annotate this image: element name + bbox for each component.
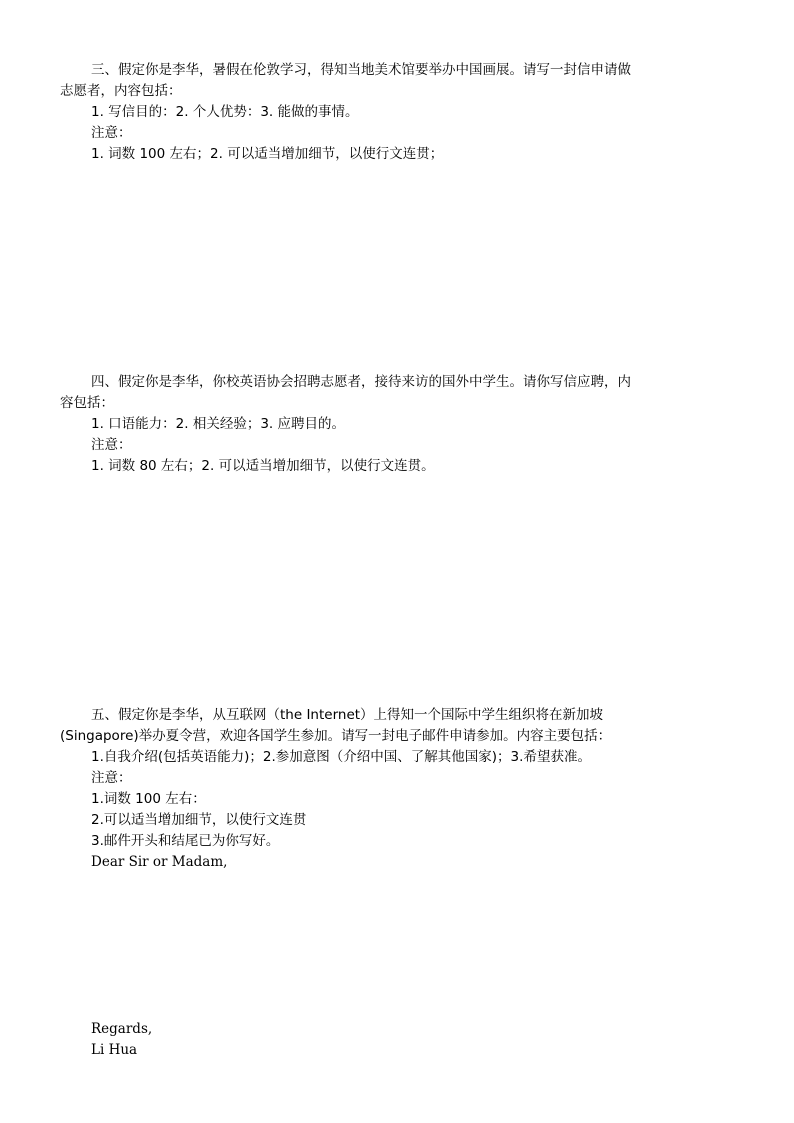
section3-prompt-line2: 志愿者，内容包括：: [60, 83, 182, 99]
section3-prompt-line1: 三、假定你是李华，暑假在伦敦学习，得知当地美术馆要举办中国画展。请写一封信申请做: [91, 62, 631, 78]
email-closing: Regards,: [91, 1021, 153, 1037]
email-greeting: Dear Sir or Madam,: [91, 854, 228, 870]
section5-prompt-line2: (Singapore)举办夏令营，欢迎各国学生参加。请写一封电子邮件申请参加。内容主要包括：: [60, 728, 612, 744]
section3-points: 1. 写信目的：2. 个人优势：3. 能做的事情。: [91, 104, 359, 120]
section3-note: 1. 词数 100 左右；2. 可以适当增加细节，以使行文连贯；: [91, 146, 444, 162]
section4-points: 1. 口语能力：2. 相关经验；3. 应聘目的。: [91, 416, 346, 432]
section4-prompt-line2: 容包括：: [60, 395, 114, 411]
section4-prompt-line1: 四、假定你是李华，你校英语协会招聘志愿者，接待来访的国外中学生。请你写信应聘，内: [91, 374, 631, 390]
email-signature: Li Hua: [91, 1042, 138, 1058]
section5-points: 1.自我介绍(包括英语能力)；2.参加意图（介绍中国、了解其他国家)；3.希望获准。: [91, 749, 591, 765]
section5-note1: 1.词数 100 左右：: [91, 791, 206, 807]
section5-prompt-line1: 五、假定你是李华，从互联网（the Internet）上得知一个国际中学生组织将在新加坡: [91, 707, 604, 723]
section4-note-label: 注意：: [91, 437, 132, 453]
section3-note-label: 注意：: [91, 125, 132, 141]
section5-note2: 2.可以适当增加细节，以使行文连贯: [91, 812, 307, 828]
section4-note: 1. 词数 80 左右；2. 可以适当增加细节，以使行文连贯。: [91, 458, 435, 474]
section5-note3: 3.邮件开头和结尾已为你写好。: [91, 833, 280, 849]
section5-note-label: 注意：: [91, 770, 132, 786]
